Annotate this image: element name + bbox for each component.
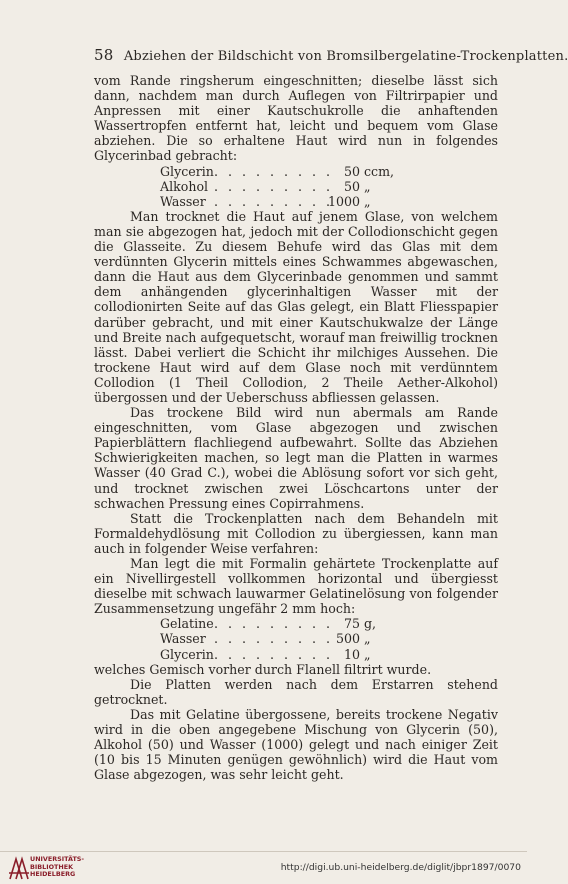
paragraph: Statt die Trockenplatten nach dem Behandeln mit Formaldehydlösung mit Collodion zu übergiessen, kann man auch in folgender Weise verfahren: (94, 510, 498, 556)
ingredient-unit: ccm, (364, 163, 395, 179)
running-title: Abziehen der Bildschicht von Bromsilbergelatine-Trockenplatten. (123, 49, 568, 64)
ingredient-unit: g, (364, 616, 377, 632)
ingredient-name: Alkohol (160, 178, 209, 194)
recipe-glycerin-bath (160, 164, 498, 209)
ingredient-amount: 75 (343, 616, 360, 632)
leader-dots: . . . . . . . . . (214, 193, 334, 209)
ingredient-unit: „ (364, 631, 371, 647)
leader-dots: . . . . . . . . . (214, 178, 334, 194)
ingredient-unit: „ (364, 178, 371, 194)
paragraph: Die Platten werden nach dem Erstarren stehend getrocknet. (94, 676, 498, 707)
ingredient-name: Gelatine (160, 616, 214, 632)
ingredient-amount: 1000 (327, 193, 360, 209)
leader-dots: . . . . . . . . . (214, 646, 334, 662)
ingredient-amount: 500 (335, 631, 360, 647)
recipe-gelatine-solution (160, 616, 498, 661)
paragraph: Das trockene Bild wird nun abermals am Rande eingeschnitten, vom Glase abgezogen und zwischen Papierblättern flachliegend aufbewahrt. Sollte das Abziehen Schwierigkeiten machen, so legt man die Platten in warmes Wasser (40 Grad C.), wobei die Ablösung sofort vor sich geht, und trocknet zwischen zwei Löschcartons unter der schwachen Pressung eines Copirrahmens. (94, 405, 498, 511)
body-text (94, 73, 498, 782)
paragraph: welches Gemisch vorher durch Flanell filtrirt wurde. (94, 661, 432, 677)
ingredient-unit: „ (364, 193, 371, 209)
leader-dots: . . . . . . . . . (214, 616, 334, 632)
recipe-row (160, 164, 498, 179)
leader-dots: . . . . . . . . . (214, 163, 334, 179)
ingredient-amount: 50 (343, 178, 360, 194)
recipe-row (160, 194, 498, 209)
paragraph: Das mit Gelatine übergossene, bereits trockene Negativ wird in die oben angegebene Mischung von Glycerin (50), Alkohol (50) und Wasser (1000) gelegt und nach einiger Zeit (10 bis 15 Minuten genügen gewöhnlich) wird die Haut vom Glase abgezogen, was sehr leicht geht. (94, 706, 498, 783)
ingredient-name: Wasser (160, 193, 206, 209)
source-url-link[interactable]: http://digi.ub.uni-heidelberg.de/diglit/jbpr1897/0070 (280, 862, 521, 873)
recipe-row (160, 631, 498, 646)
running-header (94, 46, 568, 64)
ingredient-amount: 50 (343, 163, 360, 179)
recipe-row (160, 179, 498, 194)
paragraph: Man trocknet die Haut auf jenem Glase, von welchem man sie abgezogen hat, jedoch mit der Collodionschicht gegen die Glasseite. Zu diesem Behufe wird das Glas mit dem verdünnten Glycerin mittels eines Schwammes abgewaschen, dann die Haut aus dem Glycerinbade genommen und sammt dem anhängenden glycerinhaltigen Wasser mit der collodionirten Seite auf das Glas gelegt, ein Blatt Fliesspapier darüber gebracht, und mit einer Kautschukwalze der Länge und Breite nach aufgequetscht, worauf man freiwillig trocknen lässt. Dabei verliert die Schicht ihr milchiges Aussehen. Die trockene Haut wird auf dem Glase noch mit verdünntem Collodion (1 Theil Collodion, 2 Theile Aether-Alkohol) übergossen und der Ueberschuss abfliessen gelassen. (94, 208, 498, 405)
library-name: UNIVERSITÄTS- BIBLIOTHEK HEIDELBERG (30, 855, 85, 879)
ingredient-unit: „ (364, 646, 371, 662)
footer-divider (0, 851, 527, 852)
ingredient-amount: 10 (343, 646, 360, 662)
page-number: 58 (94, 46, 114, 64)
ingredient-name: Glycerin (160, 646, 214, 662)
recipe-row (160, 647, 498, 662)
recipe-row (160, 616, 498, 631)
paragraph: vom Rande ringsherum eingeschnitten; dieselbe lässt sich dann, nachdem man durch Auflegen von Filtrirpapier und Anpressen mit einer Kautschukrolle die anhaftenden Wassertropfen entfernt hat, leicht und bequem vom Glase abziehen. Die so erhaltene Haut wird nun in folgendes Glycerinbad gebracht: (94, 73, 498, 164)
ingredient-name: Glycerin (160, 163, 214, 179)
leader-dots: . . . . . . . . . (214, 631, 334, 647)
paragraph: Man legt die mit Formalin gehärtete Trockenplatte auf ein Nivellirgestell vollkommen horizontal und übergiesst dieselbe mit schwach lauwarmer Gelatinelösung von folgender Zusammensetzung ungefähr 2 mm hoch: (94, 556, 498, 617)
ingredient-name: Wasser (160, 631, 206, 647)
